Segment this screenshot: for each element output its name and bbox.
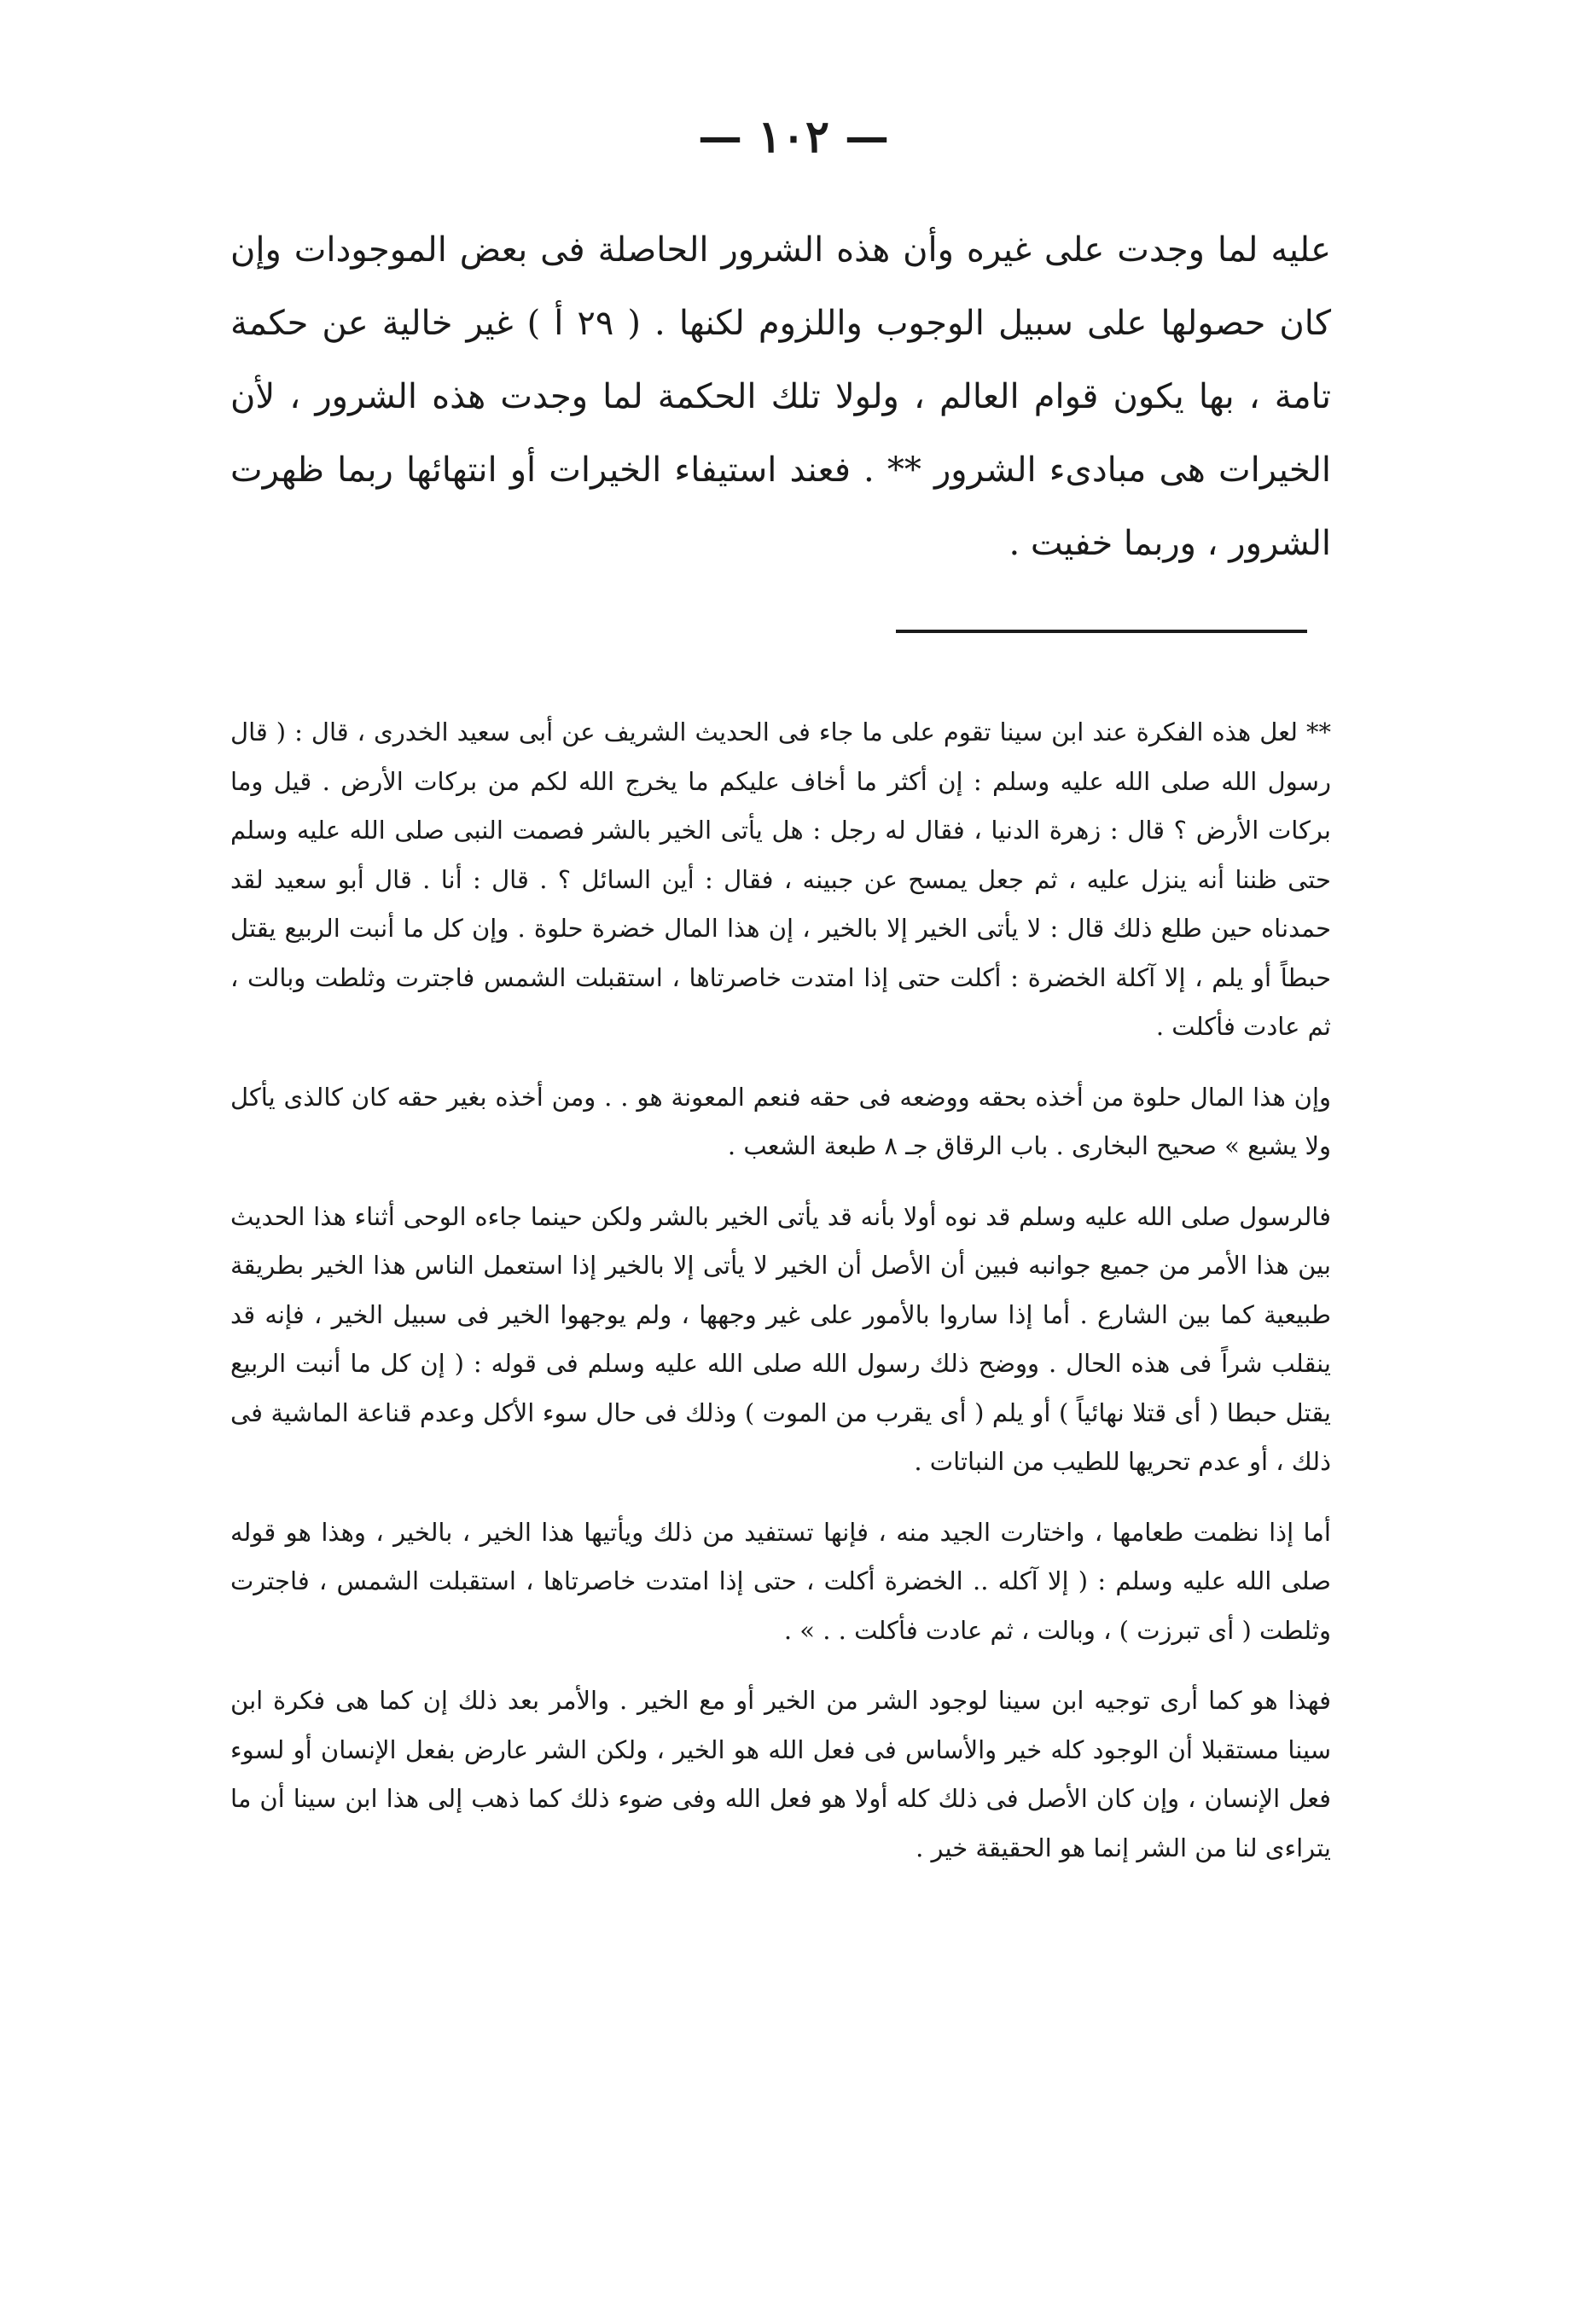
footnote-commentary-1: فالرسول صلى الله عليه وسلم قد نوه أولا بأنه قد يأتى الخير بالشر ولكن حينما جاءه الوحى أثناء هذا الحديث بين هذا الأمر من جميع جوانبه فبين أن الأصل أن الخير لا يأتى إلا بالخير إذا استعمل الناس هذا الخير بطريقة طبيعية كما بين الشارع . أما إذا ساروا بالأمور على غير وجهها ، ولم يوجهوا الخير فى سبيل الخير ، فإنه قد ينقلب شراً فى هذه الحال . ووضح ذلك رسول الله صلى الله عليه وسلم فى قوله : ( إن كل ما أنبت الربيع يقتل حبطا ( أى قتلا نهائياً ) أو يلم ( أى يقرب من الموت ) وذلك فى حال سوء الأكل وعدم قناعة الماشية فى ذلك ، أو عدم تحريها للطيب من النباتات . — [230, 1201, 1331, 1476]
footnote-conclusion: فهذا هو كما أرى توجيه ابن سينا لوجود الشر من الخير أو مع الخير . والأمر بعد ذلك إن كما هى فكرة ابن سينا مستقبلا أن الوجود كله خير والأساس فى فعل الله هو الخير ، ولكن الشر عارض بفعل الإنسان أو لسوء فعل الإنسان ، وإن كان الأصل فى ذلك كله أولا هو فعل الله وفى ضوء ذلك كما ذهب إلى هذا ابن سينا أن ما يتراءى لنا من الشر إنما هو الحقيقة خير . — [230, 1686, 1331, 1862]
footnotes-block — [230, 708, 1331, 1873]
main-paragraph: عليه لما وجدت على غيره وأن هذه الشرور الحاصلة فى بعض الموجودات وإن كان حصولها على سبيل الوجوب واللزوم لكنها . ( ٢٩ أ ) غير خالية عن حكمة تامة ، بها يكون قوام العالم ، ولولا تلك الحكمة لما وجدت هذه الشرور ، لأن الخيرات هى مبادىء الشرور ** . فعند استيفاء الخيرات أو انتهائها ربما ظهرت الشرور ، وربما خفيت . — [230, 230, 1331, 563]
page-number: — ١٠٢ — — [697, 111, 889, 163]
footnote-hadith: ** لعل هذه الفكرة عند ابن سينا تقوم على ما جاء فى الحديث الشريف عن أبى سعيد الخدرى ، قال : ( قال رسول الله صلى الله عليه وسلم : إن أكثر ما أخاف عليكم ما يخرج الله لكم من بركات الأرض . قيل وما بركات الأرض ؟ قال : زهرة الدنيا ، فقال له رجل : هل يأتى الخير بالشر فصمت النبى صلى الله عليه وسلم حتى ظننا أنه ينزل عليه ، ثم جعل يمسح عن جبينه ، فقال : أين السائل ؟ . قال : أنا . قال أبو سعيد لقد حمدناه حين طلع ذلك قال : لا يأتى الخير إلا بالخير ، إن هذا المال خضرة حلوة . وإن كل ما أنبت الربيع يقتل حبطاً أو يلم ، إلا آكلة الخضرة : أكلت حتى إذا امتدت خاصرتاها ، استقبلت الشمس فاجترت وثلطت وبالت ، ثم عادت فأكلت . — [230, 718, 1332, 1041]
footnote-separator — [896, 630, 1307, 633]
main-text-block — [230, 213, 1331, 580]
footnote-commentary-2: أما إذا نظمت طعامها ، واختارت الجيد منه ، فإنها تستفيد من ذلك ويأتيها هذا الخير ، بالخير ، وهذا هو قوله صلى الله عليه وسلم : ( إلا آكله .. الخضرة أكلت ، حتى إذا امتدت خاصرتاها ، استقبلت الشمس ، فاجترت وثلطت ( أى تبرزت ) ، وبالت ، ثم عادت فأكلت . . » . — [230, 1517, 1332, 1645]
footnote-hadith-continuation: وإن هذا المال حلوة من أخذه بحقه ووضعه فى حقه فنعم المعونة هو . . ومن أخذه بغير حقه كان كالذى يأكل ولا يشبع » صحيح البخارى . باب الرقاق جـ ٨ طبعة الشعب . — [230, 1082, 1331, 1160]
